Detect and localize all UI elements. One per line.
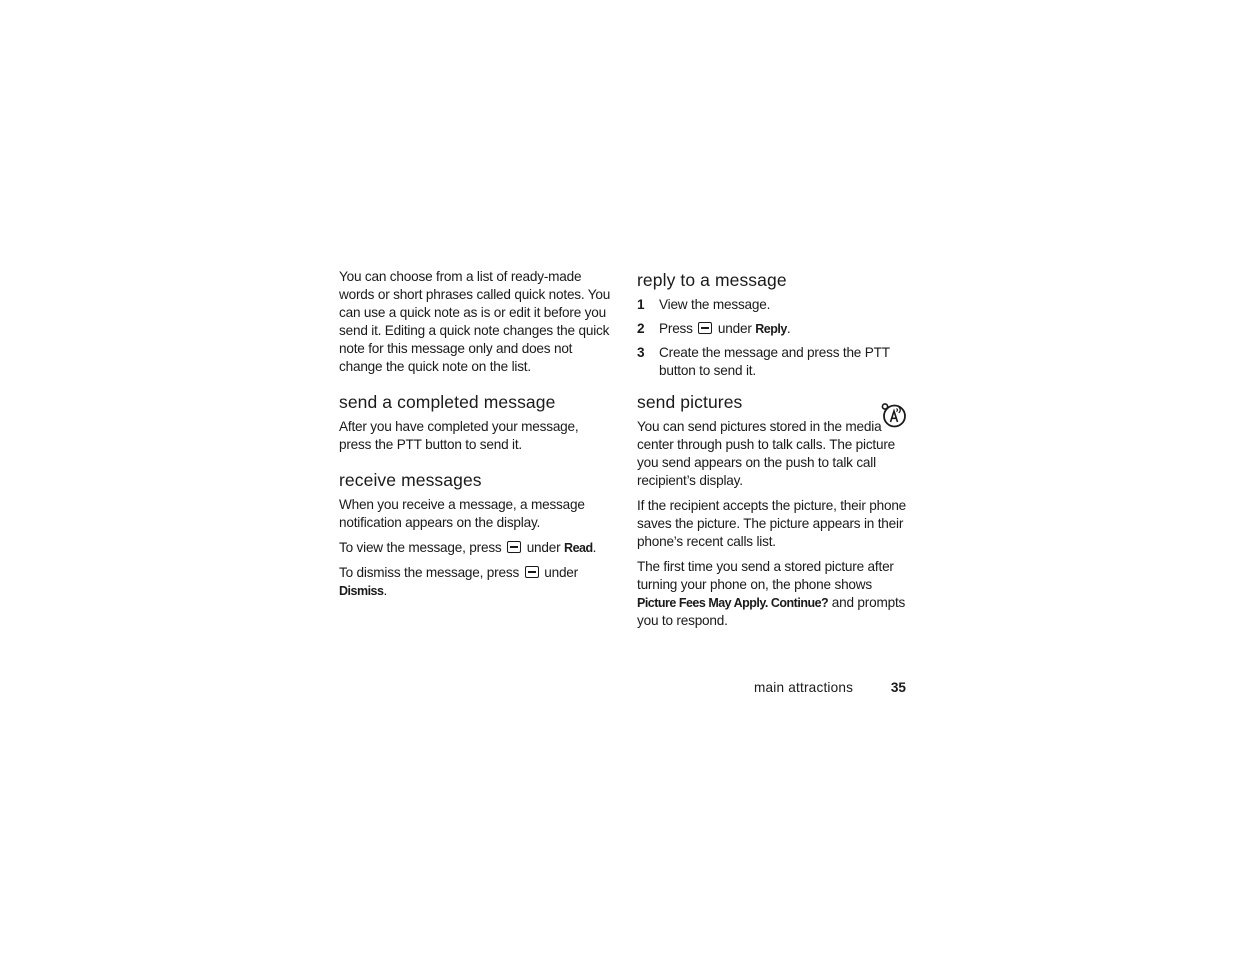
send-completed-body: After you have completed your message, press the PTT button to send it. xyxy=(339,419,579,452)
left-column xyxy=(339,268,611,607)
step-item xyxy=(637,320,909,338)
pictures-paragraph-1: You can send pictures stored in the media center through push to talk calls. The picture you send appears on the push to talk call recipient’s display. xyxy=(637,419,896,488)
step-mid: under xyxy=(717,321,752,336)
dismiss-key-label: Dismiss xyxy=(339,584,384,598)
receive-section xyxy=(339,468,611,600)
pictures-paragraph-2: If the recipient accepts the picture, their phone saves the picture. The picture appears in their phone’s recent calls list. xyxy=(637,498,907,549)
softkey-icon xyxy=(525,566,539,578)
send-completed-heading: send a completed message xyxy=(339,392,556,412)
step-pre: Press xyxy=(659,321,693,336)
receive-heading: receive messages xyxy=(339,470,482,490)
view-end: . xyxy=(592,540,597,555)
read-key-label: Read xyxy=(564,541,593,555)
receive-paragraph: When you receive a message, a message notification appears on the display. xyxy=(339,497,585,530)
page-footer xyxy=(754,680,909,698)
dismiss-instruction xyxy=(339,564,611,600)
picture-fees-display-text: Picture Fees May Apply. Continue? xyxy=(637,596,829,610)
step-number: 1 xyxy=(637,297,645,312)
footer-section-label: main attractions xyxy=(754,680,854,695)
step-number: 2 xyxy=(637,321,645,336)
step-number: 3 xyxy=(637,345,645,360)
dismiss-end: . xyxy=(383,583,388,598)
reply-section xyxy=(637,268,909,380)
softkey-icon xyxy=(698,322,712,334)
reply-steps xyxy=(637,296,909,380)
pictures-section xyxy=(637,390,909,630)
intro-paragraph: You can choose from a list of ready-made words or short phrases called quick notes. You can use a quick note as is or edit it before you send it. Editing a quick note changes the quick note for this message only and does not change the quick note on the list. xyxy=(339,269,611,374)
page-number: 35 xyxy=(890,680,906,695)
ptt-icon xyxy=(881,402,907,428)
reply-key-label: Reply xyxy=(755,322,787,336)
step-text: View the message. xyxy=(659,297,771,312)
p3-post: and prompts you to respond. xyxy=(637,595,906,628)
view-instruction xyxy=(339,539,611,557)
softkey-icon xyxy=(507,541,521,553)
dismiss-pre: To dismiss the message, press xyxy=(339,565,520,580)
step-item xyxy=(637,296,909,314)
pictures-paragraph-3 xyxy=(637,558,909,630)
right-column xyxy=(637,268,909,637)
view-pre: To view the message, press xyxy=(339,540,502,555)
reply-heading: reply to a message xyxy=(637,270,787,290)
step-text: Create the message and press the PTT button to send it. xyxy=(659,345,890,378)
view-mid: under xyxy=(526,540,561,555)
step-item xyxy=(637,344,909,380)
pictures-heading: send pictures xyxy=(637,392,743,412)
dismiss-mid: under xyxy=(544,565,578,580)
p3-pre: The first time you send a stored picture after turning your phone on, the phone shows xyxy=(637,559,894,592)
step-end: . xyxy=(786,321,791,336)
send-completed-section xyxy=(339,390,611,454)
